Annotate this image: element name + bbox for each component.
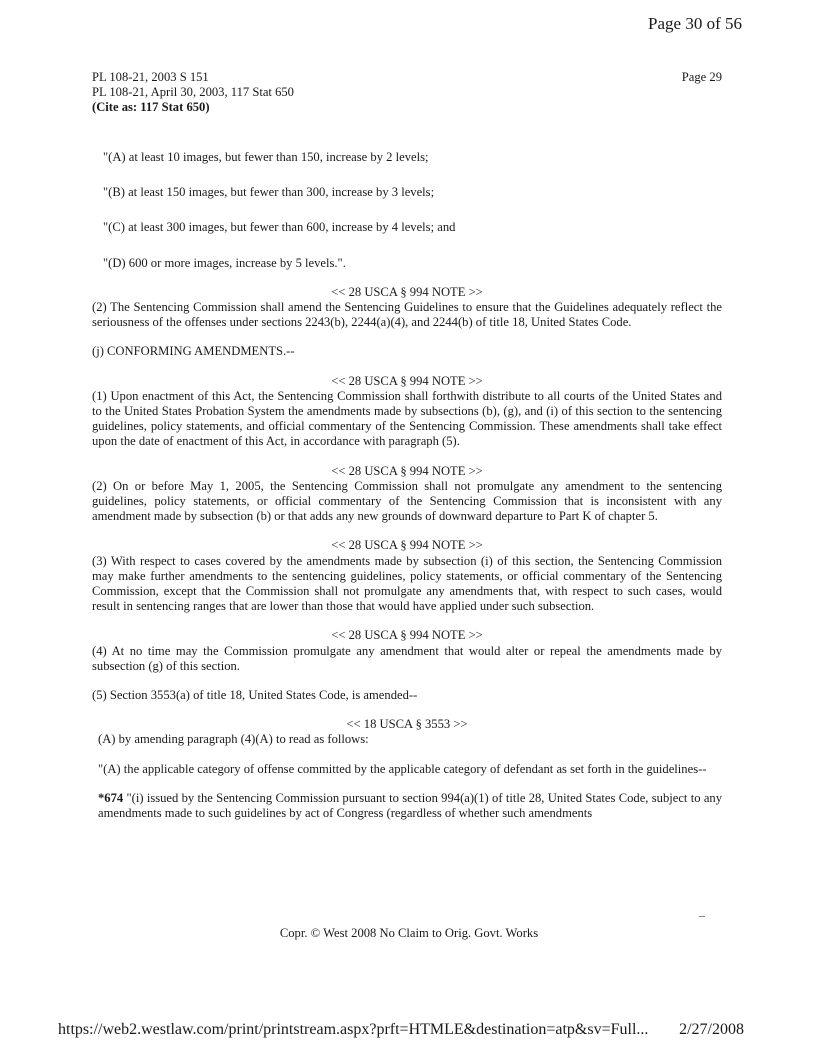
usca-note: << 18 USCA § 3553 >> — [346, 717, 468, 732]
usca-note: << 28 USCA § 994 NOTE >> — [331, 628, 483, 643]
document-body — [92, 150, 722, 821]
list-item-a: "(A) at least 10 images, but fewer than 150, increase by 2 levels; — [103, 150, 429, 164]
paragraph-j1: (1) Upon enactment of this Act, the Sentencing Commission shall forthwith distribute to all courts of the United States and to the United States Probation System the amendments made by subsections (b), (g), and (i) of this section to the sentencing guidelines, policy statements, and official commentary of the Sentencing Commission. These amendments shall take effect upon the date of enactment of this Act, in accordance with paragraph (5). — [92, 388, 722, 449]
paragraph-j4: (4) At no time may the Commission promulgate any amendment that would alter or repeal the amendments made by subsection (g) of this section. — [92, 643, 722, 673]
copyright-notice: Copr. © West 2008 No Claim to Orig. Govt. Works — [279, 926, 539, 940]
citation-line-2: PL 108-21, April 30, 2003, 117 Stat 650 — [92, 85, 294, 99]
paragraph-j5a: (A) by amending paragraph (4)(A) to read as follows: — [98, 732, 369, 747]
paragraph-j2: (2) On or before May 1, 2005, the Sentencing Commission shall not promulgate any amendment to the sentencing guidelines, policy statements, or official commentary of the Sentencing Commission that is inconsistent with any amendment made by subsection (b) or that adds any new grounds of downward departure to Part K of chapter 5. — [92, 478, 722, 524]
usca-note: << 28 USCA § 994 NOTE >> — [331, 538, 483, 553]
usca-note: << 28 USCA § 994 NOTE >> — [331, 463, 483, 478]
usca-note: << 28 USCA § 994 NOTE >> — [331, 284, 483, 299]
paragraph-j3: (3) With respect to cases covered by the amendments made by subsection (i) of this section, the Sentencing Commission may make further amendments to the sentencing guidelines, policy statements, or official commentary of the Sentencing Commission, except that the Commission shall not promulgate any amendments that, with respect to such cases, would result in sentencing ranges that are lower than those that would have applied under such subsection. — [92, 553, 722, 614]
cite-as: (Cite as: 117 Stat 650) — [92, 100, 210, 114]
list-item-b: "(B) at least 150 images, but fewer than 300, increase by 3 levels; — [103, 185, 435, 200]
list-item-d: "(D) 600 or more images, increase by 5 levels.". — [103, 255, 346, 270]
page-counter: Page 30 of 56 — [648, 14, 742, 33]
section-heading-j: (j) CONFORMING AMENDMENTS.-- — [92, 344, 295, 359]
paragraph-2: (2) The Sentencing Commission shall amend the Sentencing Guidelines to ensure that the Guidelines adequately reflect the seriousness of the offenses under sections 2243(b), 2244(a)(4), and 2244(b) of title 18, United States Code. — [92, 300, 722, 330]
document-header — [92, 70, 722, 115]
star-page-marker: *674 — [98, 790, 124, 805]
paragraph-star-page — [92, 791, 722, 821]
list-item-c: "(C) at least 300 images, but fewer than 600, increase by 4 levels; and — [103, 220, 456, 235]
citation-line-1: PL 108-21, 2003 S 151 — [92, 70, 209, 84]
page-number: Page 29 — [681, 70, 722, 84]
print-date: 2/27/2008 — [679, 1021, 744, 1038]
paragraph-j5: (5) Section 3553(a) of title 18, United States Code, is amended-- — [92, 688, 418, 703]
usca-note: << 28 USCA § 994 NOTE >> — [331, 373, 483, 388]
quote-i: "(i) issued by the Sentencing Commission pursuant to section 994(a)(1) of title 28, United States Code, subject to any amendments made to such guidelines by act of Congress (regardless of whether such amendments — [98, 790, 722, 821]
quote-a: "(A) the applicable category of offense committed by the applicable category of defendant as set forth in the guidelines-- — [98, 761, 707, 776]
stray-mark — [699, 916, 705, 917]
print-url: https://web2.westlaw.com/print/printstream.aspx?prft=HTMLE&destination=atp&sv=Full... — [58, 1021, 649, 1038]
